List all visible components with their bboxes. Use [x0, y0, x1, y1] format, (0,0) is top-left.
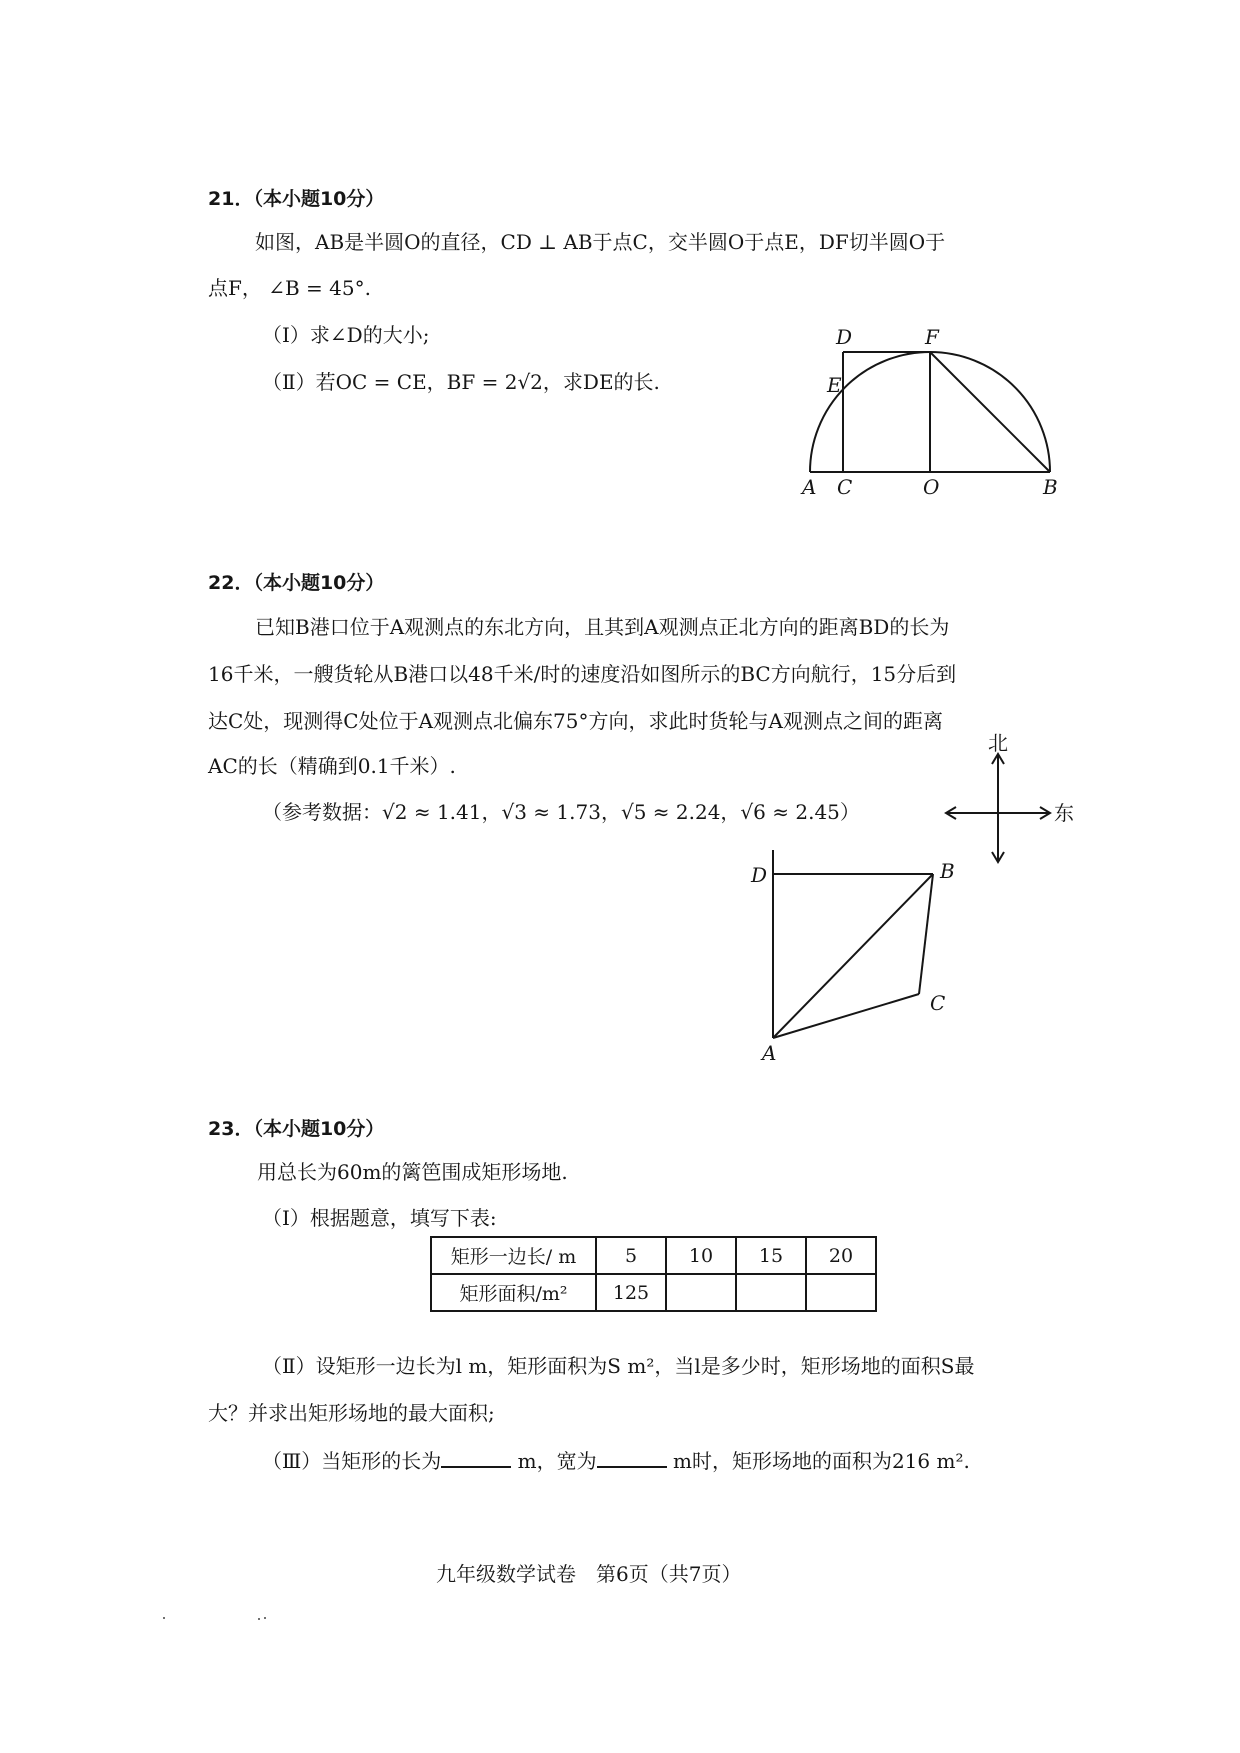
table-cell: 15: [736, 1237, 806, 1274]
table-cell: 矩形面积/m²: [431, 1274, 596, 1311]
label-c: C: [930, 991, 946, 1015]
segment-bc: [919, 874, 933, 994]
segment-fb: [930, 352, 1050, 472]
label-c: C: [837, 475, 853, 499]
answer-blank-width[interactable]: [597, 1448, 667, 1468]
q22-figure: [748, 848, 968, 1066]
q23-fill-table: [430, 1236, 877, 1312]
q23-part-1: （Ⅰ）根据题意，填写下表:: [262, 1206, 497, 1230]
q23-part-2-line-1: （Ⅱ）设矩形一边长为l m，矩形面积为S m²，当l是多少时，矩形场地的面积S最: [262, 1354, 975, 1378]
answer-blank-length[interactable]: [441, 1448, 511, 1468]
label-e: E: [827, 373, 842, 397]
label-b: B: [940, 859, 955, 883]
q21-semicircle-figure: [790, 320, 1080, 500]
q21-text-line-2: 点F， ∠B = 45°.: [208, 276, 371, 300]
label-d: D: [836, 325, 853, 349]
q22-text-line-2: 16千米，一艘货轮从B港口以48千米/时的速度沿如图所示的BC方向航行，15分后到: [208, 662, 957, 686]
q21-text-line-1: 如图，AB是半圆O的直径，CD ⊥ AB于点C，交半圆O于点E，DF切半圆O于: [255, 230, 946, 254]
table-cell: 125: [596, 1274, 666, 1311]
table-cell: 矩形一边长/ m: [431, 1237, 596, 1274]
q22-reference-data: （参考数据：√2 ≈ 1.41，√3 ≈ 1.73，√5 ≈ 2.24，√6 ≈ 2.45）: [262, 800, 860, 824]
label-f: F: [925, 325, 939, 349]
table-cell: [666, 1274, 736, 1311]
label-b: B: [1043, 475, 1058, 499]
table-cell: [736, 1274, 806, 1311]
label-d: D: [751, 863, 768, 887]
q23-text-line-1: 用总长为60m的篱笆围成矩形场地.: [257, 1160, 568, 1184]
table-cell: [806, 1274, 876, 1311]
q22-text-line-1: 已知B港口位于A观测点的东北方向，且其到A观测点正北方向的距离BD的长为: [255, 615, 950, 639]
q23-heading: 23．（本小题10分）: [208, 1118, 385, 1140]
q23-part-2-line-2: 大？并求出矩形场地的最大面积;: [208, 1401, 495, 1425]
q22-heading: 22．（本小题10分）: [208, 572, 385, 594]
label-o: O: [923, 475, 940, 499]
label-north: 北: [988, 732, 1008, 755]
page-footer: 九年级数学试卷 第6页（共7页）: [436, 1562, 742, 1586]
q23-part-3-middle: m，宽为: [517, 1449, 597, 1473]
scan-speck: [264, 1617, 266, 1619]
q22-text-line-4: AC的长（精确到0.1千米）.: [208, 754, 456, 778]
q22-text-line-3: 达C处，现测得C处位于A观测点北偏东75°方向，求此时货轮与A观测点之间的距离: [208, 709, 943, 733]
scan-speck: [163, 1617, 165, 1619]
table-cell: 10: [666, 1237, 736, 1274]
q23-part-3-suffix: m时，矩形场地的面积为216 m².: [672, 1449, 970, 1473]
table-row: [431, 1274, 876, 1311]
q23-part-3-prefix: （Ⅲ）当矩形的长为: [262, 1449, 442, 1473]
q23-part-3: [262, 1445, 970, 1474]
table-cell: 20: [806, 1237, 876, 1274]
q21-part-2: （Ⅱ）若OC = CE，BF = 2√2，求DE的长.: [262, 370, 660, 394]
q21-heading: 21．（本小题10分）: [208, 188, 385, 210]
table-row: [431, 1237, 876, 1274]
q21-part-1: （Ⅰ）求∠D的大小;: [262, 323, 430, 347]
label-east: 东: [1054, 801, 1074, 825]
label-a: A: [762, 1041, 777, 1065]
label-a: A: [802, 475, 817, 499]
scan-speck: [258, 1618, 260, 1620]
table-cell: 5: [596, 1237, 666, 1274]
